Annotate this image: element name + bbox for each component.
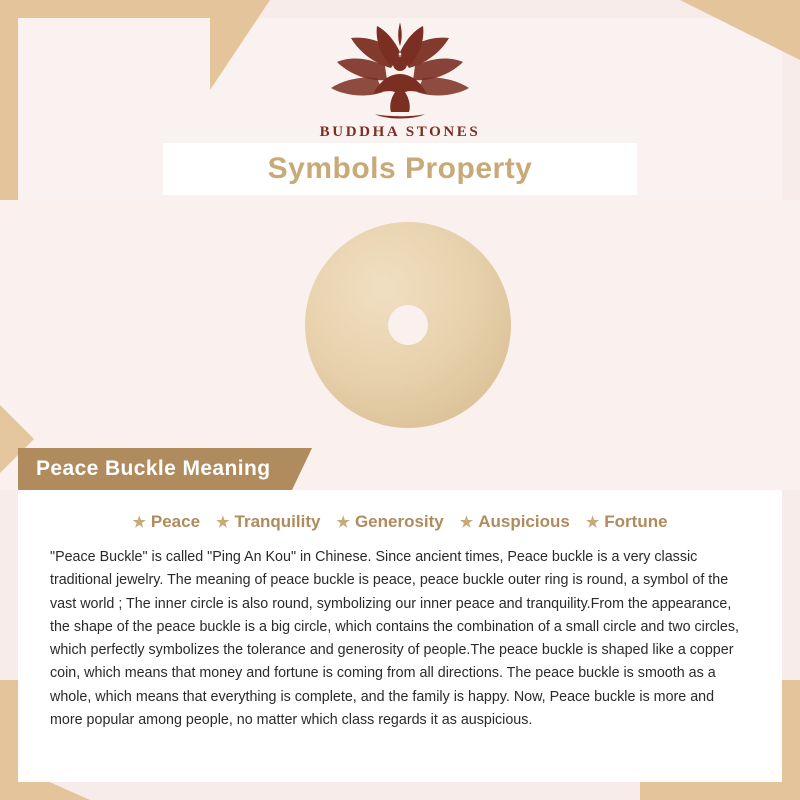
brand-name: BUDDHA STONES	[319, 124, 481, 140]
keyword-item	[460, 512, 570, 532]
section-label-text: Peace Buckle Meaning	[36, 457, 271, 480]
star-icon: ★	[216, 514, 230, 531]
corner-decoration-bottom	[640, 782, 800, 800]
page-title-text: Symbols Property	[267, 152, 533, 185]
star-icon: ★	[336, 514, 350, 531]
content-card	[18, 490, 782, 782]
description-paragraph: "Peace Buckle" is called "Ping An Kou" in Chinese. Since ancient times, Peace buckle is a very classic traditional jewelry. The meaning of peace buckle is peace, peace buckle outer ring is round, a symbol of the vast world ; The inner circle is also round, symbolizing our inner peace and tranquility.From the appearance, the shape of the peace buckle is a big circle, which contains the combination of a small circle and two circles, which perfectly symbolizes the tolerance and generosity of people.The peace buckle is shaped like a copper coin, which means that money and fortune is coming from all directions. The peace buckle is smooth as a whole, which means that everything is complete, and the family is happy. Now, Peace buckle is more and more popular among people, no matter which class regards it as auspicious.	[50, 549, 739, 729]
section-label	[18, 448, 292, 490]
corner-decoration-bottom-right	[782, 680, 800, 800]
keyword-item	[132, 512, 200, 532]
keyword-label: Auspicious	[478, 512, 570, 531]
star-icon: ★	[132, 514, 146, 531]
peace-buckle-hole	[388, 305, 428, 345]
peace-buckle-image	[305, 222, 511, 428]
keyword-label: Fortune	[604, 512, 668, 531]
lotus-meditation-icon	[315, 22, 485, 120]
brand-logo	[0, 22, 800, 141]
keyword-item	[586, 512, 668, 532]
keyword-list	[50, 512, 750, 532]
keyword-item	[336, 512, 443, 532]
keyword-label: Tranquility	[234, 512, 321, 531]
star-icon: ★	[459, 514, 474, 531]
corner-decoration-top	[0, 0, 228, 18]
star-icon: ★	[585, 514, 600, 531]
keyword-label: Peace	[150, 512, 201, 531]
keyword-label: Generosity	[354, 512, 444, 531]
keyword-item	[216, 512, 320, 532]
page-title	[163, 143, 637, 195]
